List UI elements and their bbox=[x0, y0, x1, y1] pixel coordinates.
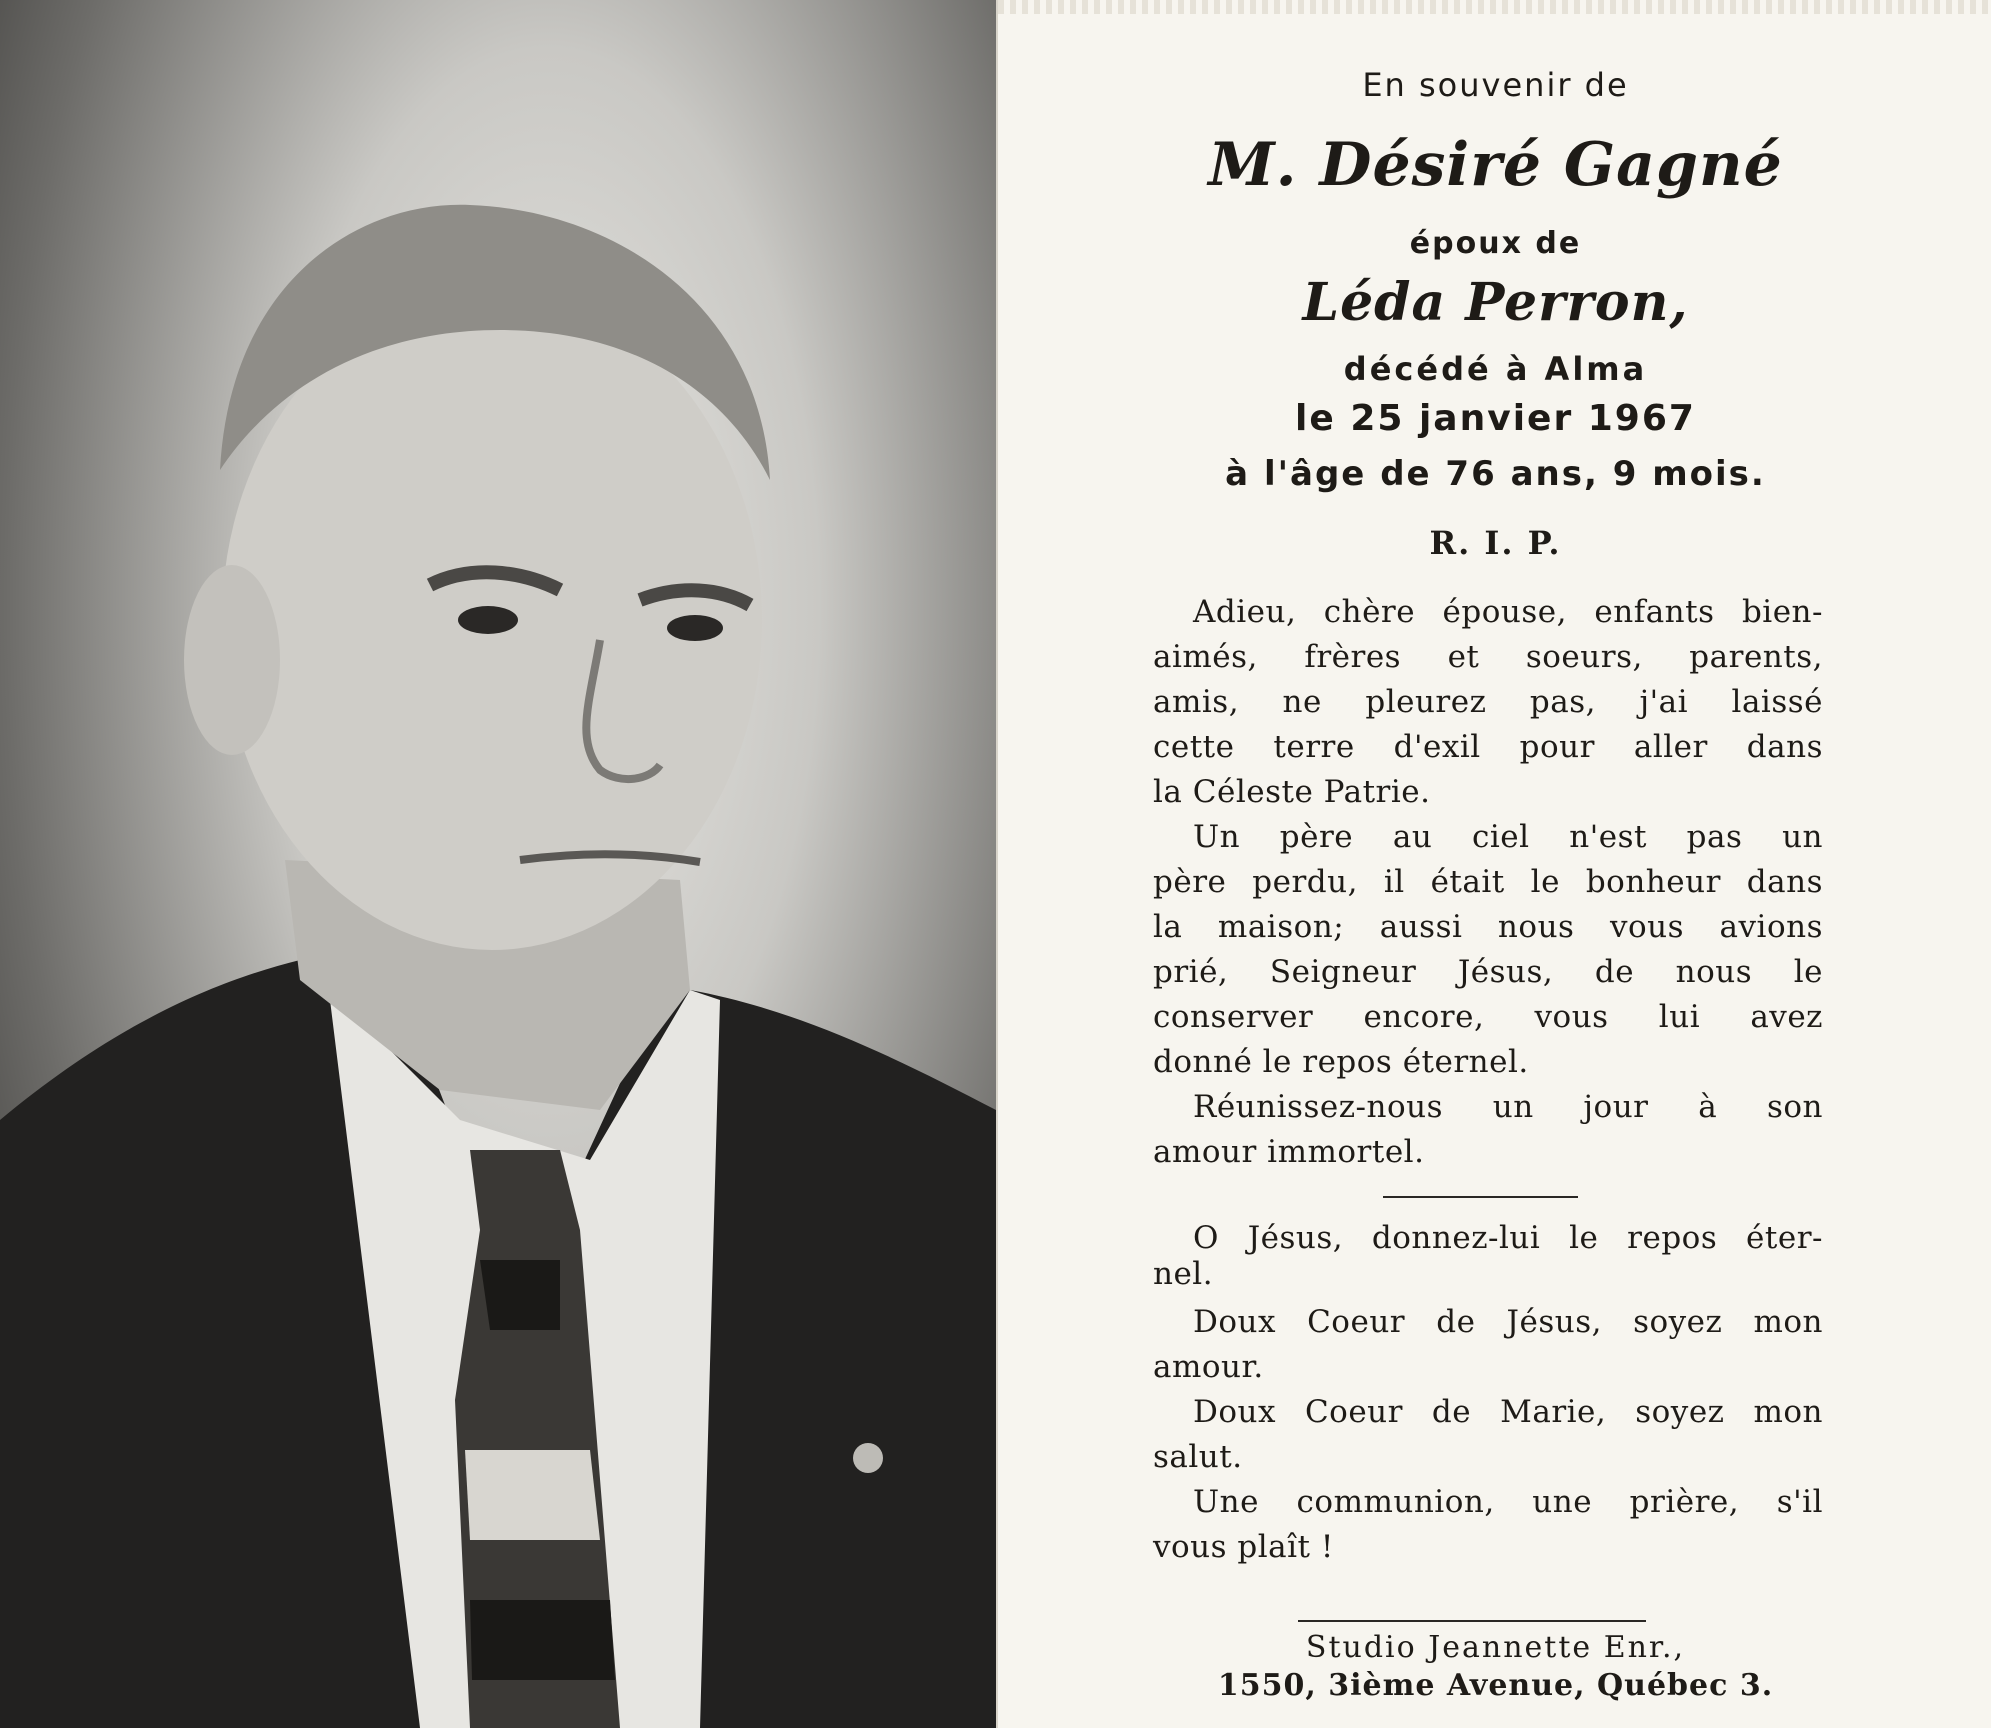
deceased-name: M. Désiré Gagné bbox=[1208, 130, 1783, 200]
text-line: Doux Coeur de Jésus, soyez mon bbox=[1193, 1304, 1823, 1340]
prayer-1 bbox=[1153, 1220, 1823, 1292]
text-line: donné le repos éternel. bbox=[1153, 1044, 1529, 1080]
prayer-4 bbox=[1153, 1480, 1823, 1570]
deckled-edge bbox=[998, 0, 1991, 14]
text-line: nel. bbox=[1153, 1256, 1214, 1292]
death-date: le 25 janvier 1967 bbox=[1295, 398, 1696, 439]
text-line: vous plaît ! bbox=[1153, 1529, 1334, 1565]
divider bbox=[1298, 1620, 1646, 1622]
text-line: amis, ne pleurez pas, j'ai laissé bbox=[1153, 684, 1823, 720]
text-line: père perdu, il était le bonheur dans bbox=[1153, 864, 1823, 900]
studio-address: 1550, 3ième Avenue, Québec 3. bbox=[1217, 1668, 1774, 1703]
prayer-3 bbox=[1153, 1390, 1823, 1480]
prayer-2 bbox=[1153, 1300, 1823, 1390]
studio-name: Studio Jeannette Enr., bbox=[1305, 1630, 1686, 1665]
text-line: salut. bbox=[1153, 1439, 1243, 1475]
spouse-label: époux de bbox=[1409, 226, 1582, 261]
text-line: Une communion, une prière, s'il bbox=[1193, 1484, 1823, 1520]
text-line: amour. bbox=[1153, 1349, 1264, 1385]
spouse-name: Léda Perron, bbox=[1302, 272, 1689, 333]
text-line: amour immortel. bbox=[1153, 1134, 1425, 1170]
text-line: Réunissez-nous un jour à son bbox=[1193, 1089, 1823, 1125]
text-line: Doux Coeur de Marie, soyez mon bbox=[1193, 1394, 1823, 1430]
memorial-card bbox=[996, 0, 1991, 1728]
paragraph-3 bbox=[1153, 1085, 1823, 1175]
paragraph-1 bbox=[1153, 590, 1823, 815]
divider bbox=[1383, 1196, 1578, 1198]
text-line: aimés, frères et soeurs, parents, bbox=[1153, 639, 1823, 675]
paragraph-2 bbox=[1153, 815, 1823, 1085]
text-line: Un père au ciel n'est pas un bbox=[1193, 819, 1823, 855]
age-line: à l'âge de 76 ans, 9 mois. bbox=[1225, 454, 1766, 494]
text-line: la maison; aussi nous vous avions bbox=[1153, 909, 1823, 945]
text-line: conserver encore, vous lui avez bbox=[1153, 999, 1823, 1035]
card-header: En souvenir de bbox=[1362, 66, 1629, 104]
text-line: la Céleste Patrie. bbox=[1153, 774, 1431, 810]
text-line: cette terre d'exil pour aller dans bbox=[1153, 729, 1823, 765]
text-line: O Jésus, donnez-lui le repos éter- bbox=[1193, 1220, 1823, 1256]
death-place: décédé à Alma bbox=[1343, 350, 1648, 388]
rip-text: R. I. P. bbox=[1429, 524, 1562, 562]
text-line: Adieu, chère épouse, enfants bien- bbox=[1193, 594, 1823, 630]
text-line: prié, Seigneur Jésus, de nous le bbox=[1153, 954, 1823, 990]
